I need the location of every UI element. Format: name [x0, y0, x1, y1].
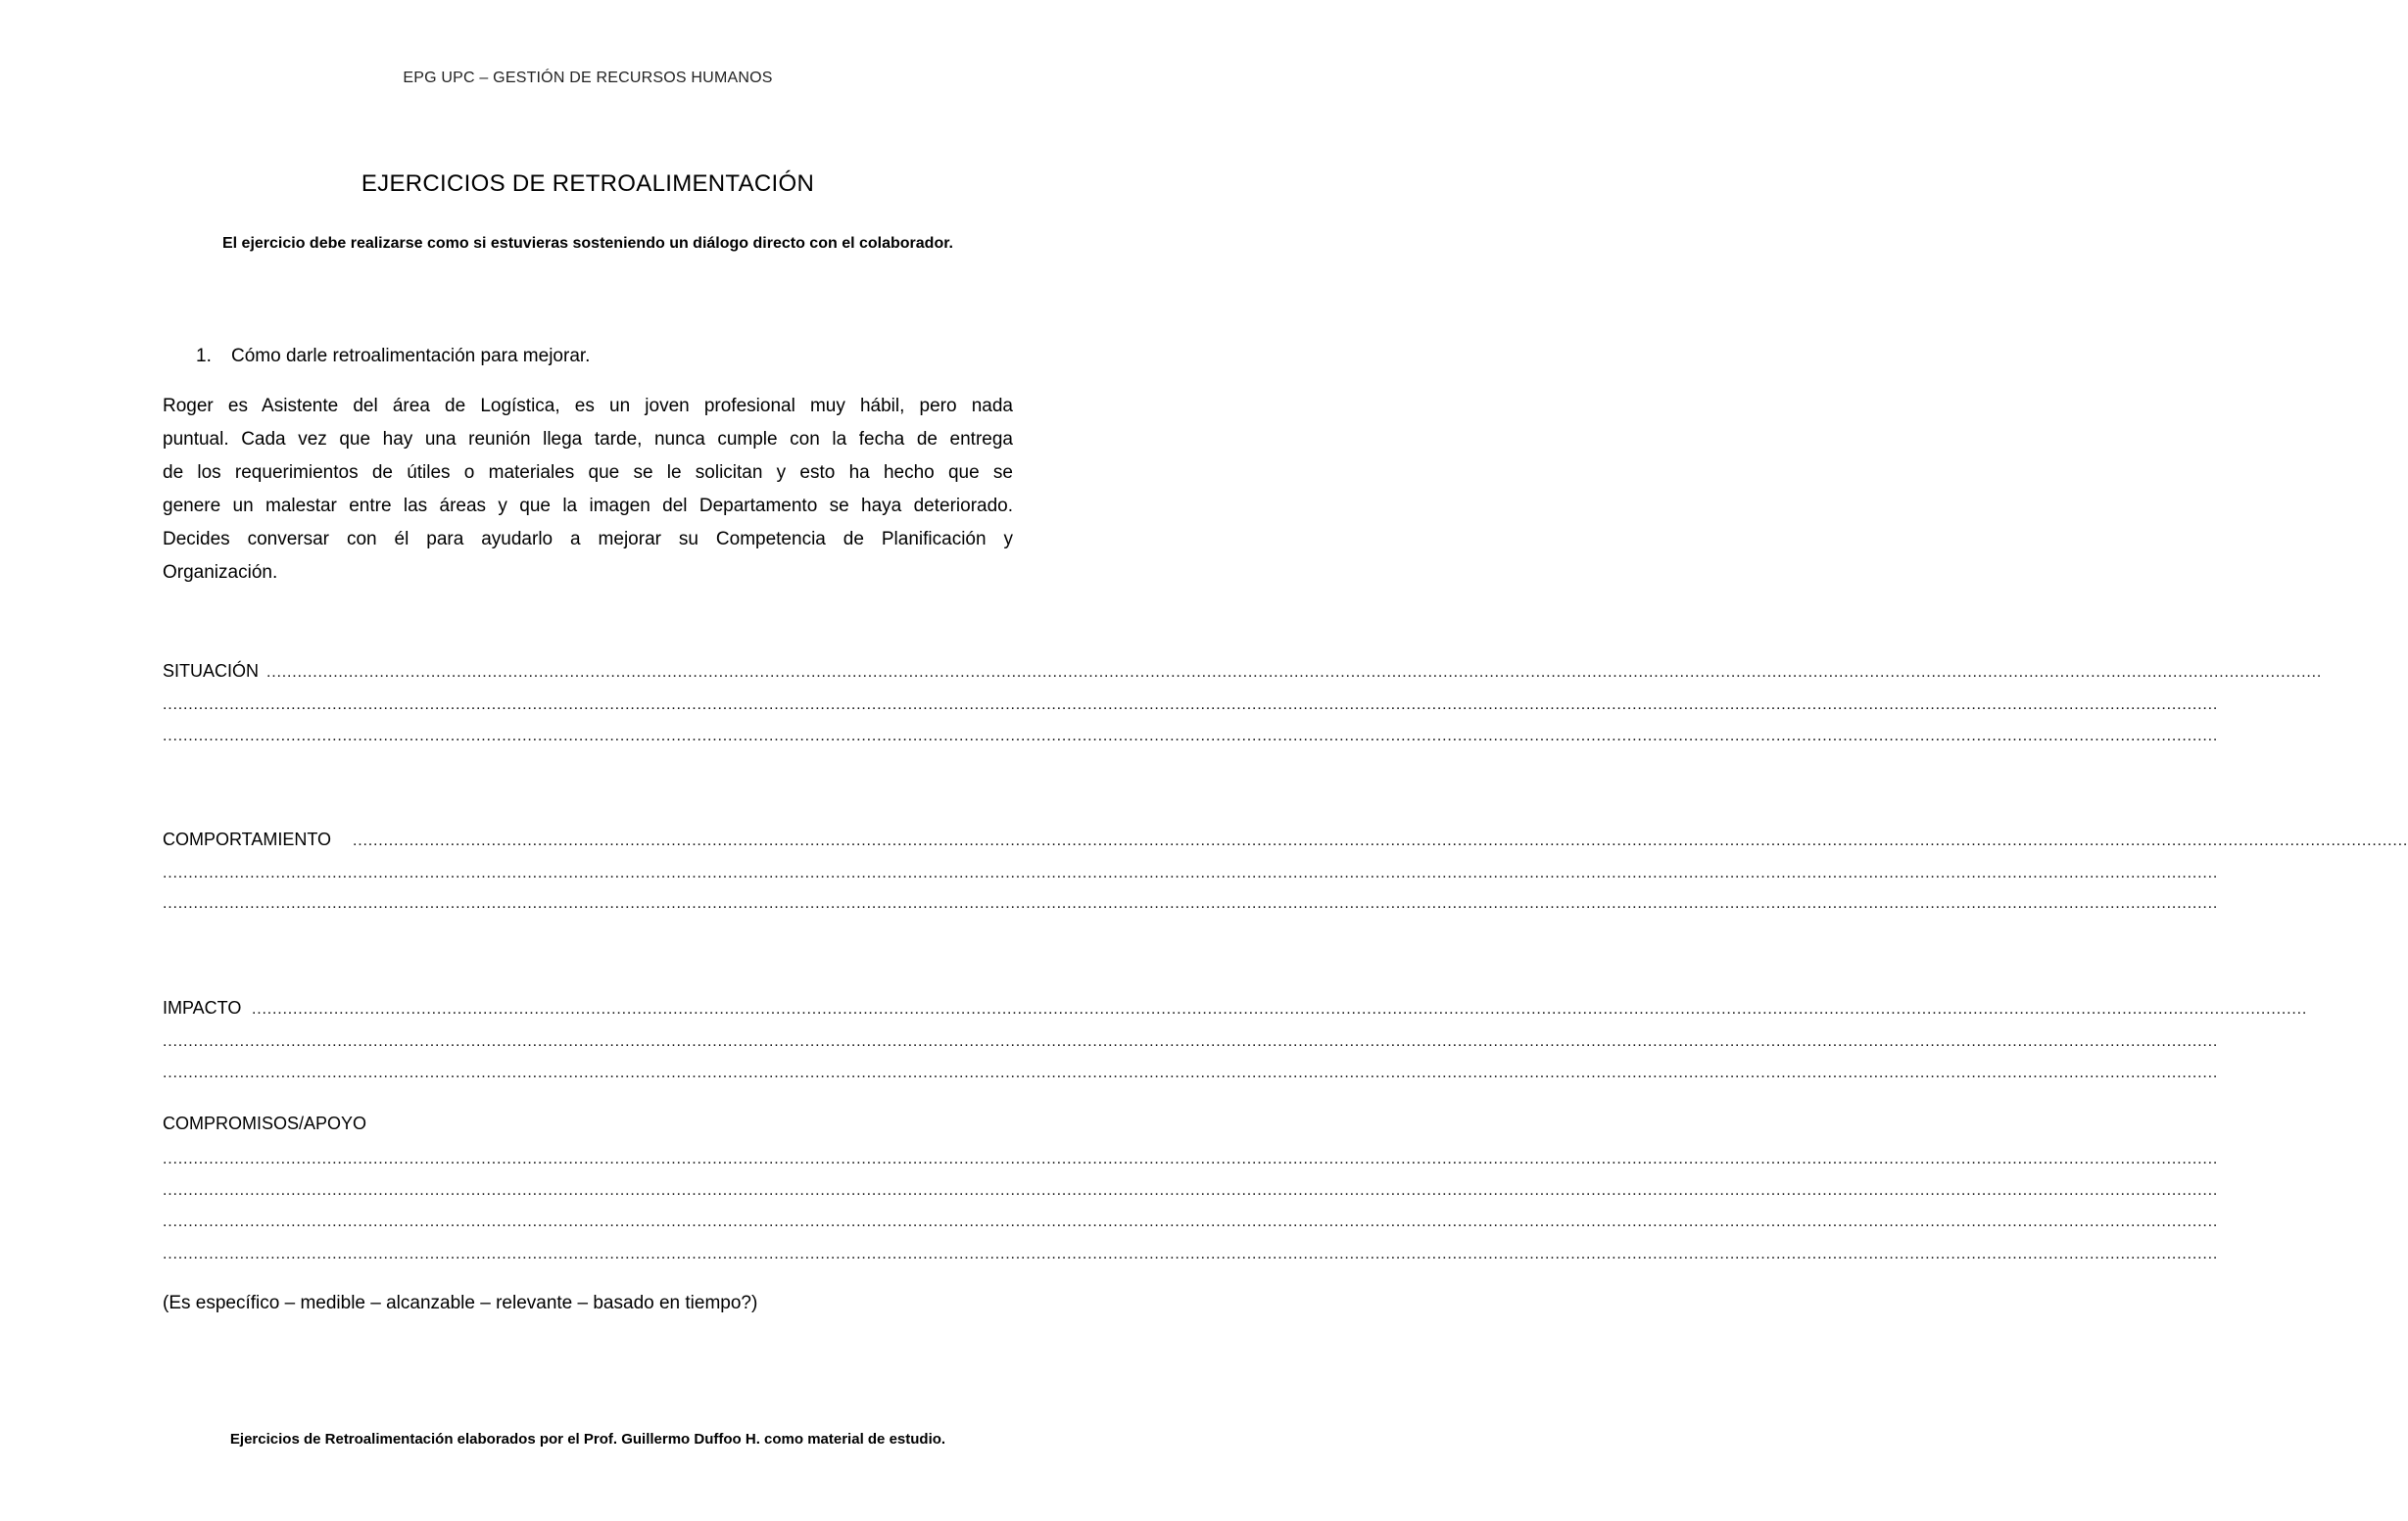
situacion-label: SITUACIÓN — [163, 661, 260, 681]
case-paragraph-line: Roger es Asistente del área de Logística, es un joven profesional muy hábil, pero nada — [163, 396, 1013, 416]
page-header: EPG UPC – GESTIÓN DE RECURSOS HUMANOS — [403, 70, 773, 86]
impacto-label: IMPACTO — [163, 998, 242, 1018]
comportamiento-answer-line[interactable]: ................................................................................................................................................................................................................................................................................................................................................................................................................ — [353, 832, 2408, 849]
case-paragraph-line: genere un malestar entre las áreas y que la imagen del Departamento se haya deteriorado. — [163, 496, 1013, 516]
situacion-answer-line[interactable]: ................................................................................................................................................................................................................................................................................................................................................................................................................ — [266, 664, 2323, 681]
comportamiento-label: COMPORTAMIENTO — [163, 830, 332, 849]
exercise-number: 1. — [196, 346, 212, 366]
page-footer: Ejercicios de Retroalimentación elaborados por el Prof. Guillermo Duffoo H. como material de estudio. — [229, 1431, 946, 1448]
impacto-answer-line[interactable]: ................................................................................................................................................................................................................................................................................................................................................................................................................ — [252, 1001, 2308, 1018]
smart-criteria-note: (Es específico – medible – alcanzable – relevante – basado en tiempo?) — [163, 1293, 758, 1313]
comportamiento-answer-line[interactable]: ................................................................................................................................................................................................................................................................................................................................................................................................................ — [163, 895, 2219, 912]
situacion-answer-line[interactable]: ................................................................................................................................................................................................................................................................................................................................................................................................................ — [163, 696, 2219, 713]
case-paragraph-line: puntual. Cada vez que hay una reunión llega tarde, nunca cumple con la fecha de entrega — [163, 429, 1013, 450]
situacion-answer-line[interactable]: ................................................................................................................................................................................................................................................................................................................................................................................................................ — [163, 728, 2219, 744]
exercise-heading: Cómo darle retroalimentación para mejorar. — [231, 346, 591, 366]
compromisos-answer-line[interactable]: ................................................................................................................................................................................................................................................................................................................................................................................................................ — [163, 1213, 2219, 1230]
compromisos-label: COMPROMISOS/APOYO — [163, 1114, 367, 1133]
document-title: EJERCICIOS DE RETROALIMENTACIÓN — [361, 170, 815, 197]
instruction-text: El ejercicio debe realizarse como si estuvieras sosteniendo un diálogo directo con el colaborador. — [221, 235, 953, 252]
impacto-answer-line[interactable]: ................................................................................................................................................................................................................................................................................................................................................................................................................ — [163, 1033, 2219, 1050]
case-paragraph-line: Organización. — [163, 562, 278, 583]
compromisos-answer-line[interactable]: ................................................................................................................................................................................................................................................................................................................................................................................................................ — [163, 1151, 2219, 1167]
case-paragraph-line: de los requerimientos de útiles o materiales que se le solicitan y esto ha hecho que se — [163, 462, 1013, 483]
compromisos-answer-line[interactable]: ................................................................................................................................................................................................................................................................................................................................................................................................................ — [163, 1246, 2219, 1262]
impacto-answer-line[interactable]: ................................................................................................................................................................................................................................................................................................................................................................................................................ — [163, 1065, 2219, 1081]
case-paragraph-line: Decides conversar con él para ayudarlo a mejorar su Competencia de Planificación y — [163, 529, 1013, 549]
compromisos-answer-line[interactable]: ................................................................................................................................................................................................................................................................................................................................................................................................................ — [163, 1182, 2219, 1199]
comportamiento-answer-line[interactable]: ................................................................................................................................................................................................................................................................................................................................................................................................................ — [163, 865, 2219, 881]
